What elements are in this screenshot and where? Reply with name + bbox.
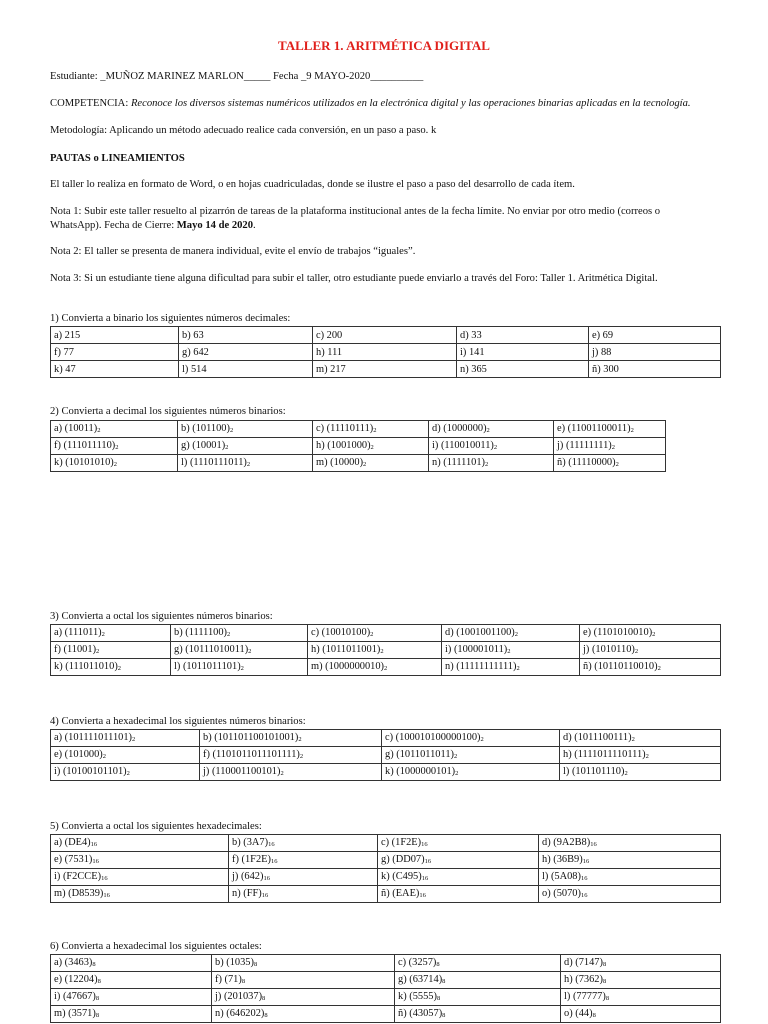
exercise-value: b) (3A7) [232,837,269,849]
base-subscript: 2 [645,753,649,761]
exercise-cell [554,421,666,438]
exercise-value: c) (1F2E) [381,837,422,849]
exercise-cell [51,1006,212,1023]
exercise-value: d) (7147) [564,957,603,969]
section-5-table [50,834,721,903]
exercise-value: k) (C495) [381,871,422,883]
exercise-cell [313,344,457,361]
exercise-cell [589,327,721,344]
table-row [51,659,721,676]
base-subscript: 2 [370,631,374,639]
exercise-cell [212,972,395,989]
exercise-value: e) (101000) [54,749,103,761]
table-row [51,972,721,989]
base-subscript: 2 [299,753,304,761]
base-subscript: 2 [97,427,101,435]
exercise-cell [229,835,378,852]
exercise-value: f) 77 [54,346,74,358]
exercise-cell [539,852,721,869]
exercise-value: c) (11110111) [316,423,374,435]
exercise-cell [429,421,554,438]
table-row [51,835,721,852]
exercise-value: d) (1000000) [432,423,487,435]
base-subscript: 8 [264,1012,268,1020]
exercise-value: f) (1101011011101111) [203,749,300,761]
base-subscript: 2 [486,427,490,435]
base-subscript: 2 [246,461,251,469]
exercise-value: n) (FF) [232,888,262,900]
base-subscript: 2 [132,736,136,744]
exercise-cell [51,421,178,438]
exercise-value: g) (10001) [181,440,226,452]
exercise-value: d) (1011100111) [563,732,632,744]
exercise-cell [395,972,561,989]
exercise-value: h) (36B9) [542,854,583,866]
base-subscript: 2 [113,461,117,469]
table-row [51,764,721,781]
exercise-value: f) (1F2E) [232,854,271,866]
exercise-cell [313,421,429,438]
exercise-value: g) (63714) [398,974,443,986]
exercise-cell [51,455,178,472]
exercise-cell [589,361,721,378]
base-subscript: 2 [516,665,520,673]
exercise-value: m) 217 [316,363,346,375]
exercise-value: g) 642 [182,346,209,358]
exercise-cell [313,327,457,344]
base-subscript: 8 [241,978,246,986]
exercise-value: l) (101101110) [563,766,625,778]
exercise-value: k) 47 [54,363,76,375]
exercise-value: c) (3257) [398,957,437,969]
base-subscript: 2 [380,648,384,656]
exercise-cell [51,361,179,378]
nota3-line: Nota 3: Si un estudiante tiene alguna dificultad para subir el taller, otro estudiante puede enviarlo a través del Foro: Taller 1. Aritmética Digital. [50,273,658,284]
exercise-value: a) (101111011101) [54,732,133,744]
base-subscript: 2 [225,444,229,452]
table-row [51,455,666,472]
base-subscript: 16 [103,892,110,900]
exercise-cell [378,835,539,852]
exercise-cell [229,852,378,869]
table-row [51,747,721,764]
table-row [51,625,721,642]
base-subscript: 2 [485,461,489,469]
base-subscript: 2 [96,648,100,656]
exercise-value: f) (11001) [54,644,97,656]
exercise-cell [51,344,179,361]
section-5-title: 5) Convierta a octal los siguientes hexadecimales: [50,821,262,832]
base-subscript: 2 [493,444,498,452]
exercise-value: f) (111011110) [54,440,116,452]
exercise-value: j) (110001100101) [203,766,281,778]
exercise-cell [200,764,382,781]
exercise-cell [442,659,580,676]
exercise-value: i) (47667) [54,991,96,1003]
table-row [51,421,666,438]
exercise-value: ñ) (EAE) [381,888,420,900]
section-3-table [50,624,721,676]
base-subscript: 8 [442,1012,446,1020]
exercise-cell [308,659,442,676]
exercise-cell [171,625,308,642]
base-subscript: 2 [634,648,639,656]
base-subscript: 16 [263,875,270,883]
table-row [51,344,721,361]
closing-date: Mayo 14 de 2020 [176,220,254,231]
exercise-cell [200,730,382,747]
exercise-value: a) (3463) [54,957,93,969]
exercise-cell [51,625,171,642]
exercise-value: b) (101100) [181,423,230,435]
exercise-cell [313,361,457,378]
base-subscript: 2 [280,770,284,778]
exercise-cell [178,438,313,455]
exercise-value: j) (201037) [215,991,263,1003]
exercise-cell [51,327,179,344]
exercise-cell [429,438,554,455]
exercise-cell [51,835,229,852]
base-subscript: 16 [270,858,278,866]
exercise-cell [212,955,395,972]
exercise-cell [51,869,229,886]
base-subscript: 2 [384,665,388,673]
exercise-cell [313,438,429,455]
exercise-value: l) (77777) [564,991,606,1003]
metodologia-line: Metodología: Aplicando un método adecuado realice cada conversión, en un paso a paso. k [50,125,437,136]
exercise-cell [395,989,561,1006]
table-row [51,361,721,378]
base-subscript: 2 [101,631,105,639]
exercise-value: k) (10101010) [54,457,114,469]
document-title: TALLER 1. ARITMÉTICA DIGITAL [278,38,490,53]
competencia-label: COMPETENCIA: [50,98,131,109]
exercise-cell [178,421,313,438]
exercise-cell [554,438,666,455]
base-subscript: 2 [102,753,107,761]
exercise-value: k) (111011010) [54,661,118,673]
base-subscript: 8 [262,995,266,1003]
exercise-value: ñ) (11110000) [557,457,616,469]
table-row [51,989,721,1006]
table-row [51,852,721,869]
exercise-cell [561,972,721,989]
base-subscript: 16 [92,858,99,866]
exercise-value: l) 514 [182,363,207,375]
exercise-cell [539,835,721,852]
exercise-cell [442,625,580,642]
exercise-value: a) (DE4) [54,837,91,849]
exercise-cell [179,327,313,344]
exercise-value: ñ) 300 [592,363,619,375]
base-subscript: 2 [453,753,458,761]
exercise-value: n) 365 [460,363,487,375]
exercise-value: n) (646202) [215,1008,265,1020]
table-row [51,438,666,455]
exercise-cell [51,659,171,676]
exercise-value: g) (DD07) [381,854,425,866]
section-6-title: 6) Convierta a hexadecimal los siguientes octales: [50,941,262,952]
base-subscript: 2 [652,631,656,639]
exercise-cell [378,869,539,886]
exercise-value: a) (10011) [54,423,98,435]
table-row [51,730,721,747]
base-subscript: 2 [126,770,130,778]
exercise-cell [51,730,200,747]
exercise-cell [560,730,721,747]
exercise-value: i) (110010011) [432,440,494,452]
exercise-cell [51,764,200,781]
base-subscript: 2 [631,736,635,744]
exercise-value: ñ) (43057) [398,1008,443,1020]
exercise-cell [442,642,580,659]
base-subscript: 2 [480,736,484,744]
table-row [51,886,721,903]
section-6-table [50,954,721,1023]
table-row [51,1006,721,1023]
base-subscript: 16 [582,858,590,866]
exercise-value: k) (5555) [398,991,437,1003]
exercise-cell [560,747,721,764]
base-subscript: 2 [611,444,615,452]
base-subscript: 16 [261,892,269,900]
exercise-value: d) (1001001100) [445,627,515,639]
base-subscript: 8 [592,1012,596,1020]
base-subscript: 8 [95,1012,100,1020]
exercise-cell [51,852,229,869]
base-subscript: 16 [590,841,597,849]
exercise-value: o) (44) [564,1008,593,1020]
exercise-cell [51,886,229,903]
section-2-table [50,420,666,472]
exercise-value: d) 33 [460,329,482,341]
exercise-cell [51,989,212,1006]
section-2-title: 2) Convierta a decimal los siguientes números binarios: [50,406,286,417]
exercise-value: j) (11111111) [557,440,612,452]
exercise-cell [212,1006,395,1023]
base-subscript: 16 [424,858,432,866]
exercise-cell [457,327,589,344]
exercise-value: e) (7531) [54,854,93,866]
exercise-value: m) (10000) [316,457,364,469]
exercise-value: e) 69 [592,329,614,341]
table-row [51,327,721,344]
base-subscript: 2 [248,648,252,656]
exercise-value: e) (12204) [54,974,98,986]
section-4-title: 4) Convierta a hexadecimal los siguientes números binarios: [50,716,306,727]
exercise-cell [179,344,313,361]
exercise-cell [382,764,560,781]
exercise-value: j) (1010110) [583,644,635,656]
nota2-line: Nota 2: El taller se presenta de manera individual, evite el envío de trabajos “iguales”. [50,246,416,257]
exercise-value: e) (1101010010) [583,627,653,639]
exercise-cell [580,659,721,676]
base-subscript: 16 [101,875,108,883]
exercise-cell [580,625,721,642]
pautas-heading: PAUTAS o LINEAMIENTOS [50,153,185,164]
exercise-cell [378,852,539,869]
exercise-cell [200,747,382,764]
base-subscript: 2 [229,427,234,435]
base-subscript: 16 [90,841,98,849]
base-subscript: 8 [602,978,607,986]
exercise-value: c) (100010100000100) [385,732,481,744]
exercise-cell [308,642,442,659]
section-1-table [50,326,721,378]
exercise-value: l) (1011011101) [174,661,241,673]
base-subscript: 8 [92,961,96,969]
exercise-cell [178,455,313,472]
exercise-cell [539,869,721,886]
base-subscript: 2 [227,631,231,639]
exercise-value: c) 200 [316,329,343,341]
exercise-value: b) 63 [182,329,204,341]
base-subscript: 2 [630,427,634,435]
exercise-value: m) (1000000010) [311,661,385,673]
base-subscript: 2 [507,648,511,656]
exercise-value: e) (11001100011) [557,423,631,435]
base-subscript: 16 [419,892,426,900]
exercise-value: c) (10010100) [311,627,371,639]
exercise-value: b) (1111100) [174,627,227,639]
exercise-value: b) (101101100101001) [203,732,299,744]
exercise-cell [51,747,200,764]
exercise-cell [382,730,560,747]
base-subscript: 8 [436,961,440,969]
exercise-value: i) 141 [460,346,485,358]
exercise-value: h) (1011011001) [311,644,381,656]
base-subscript: 2 [514,631,518,639]
exercise-value: g) (1011011011) [385,749,454,761]
exercise-value: i) (10100101101) [54,766,127,778]
exercise-cell [51,438,178,455]
exercise-value: b) (1035) [215,957,254,969]
base-subscript: 2 [624,770,628,778]
base-subscript: 2 [363,461,367,469]
exercise-cell [457,344,589,361]
exercise-value: i) (F2CCE) [54,871,102,883]
exercise-value: j) 88 [592,346,612,358]
nota1-line1: Nota 1: Subir este taller resuelto al pizarrón de tareas de la plataforma institucional antes de la fecha límite. No enviar por otro medio (correos o [50,206,661,217]
base-subscript: 2 [115,444,119,452]
exercise-cell [560,764,721,781]
exercise-cell [229,886,378,903]
base-subscript: 8 [95,995,100,1003]
exercise-value: d) (9A2B8) [542,837,591,849]
exercise-value: n) (11111111111) [445,661,517,673]
pautas-text: El taller lo realiza en formato de Word, o en hojas cuadriculadas, donde se ilustre el paso a paso del desarrollo de cada ítem. [50,179,575,190]
exercise-value: h) (7362) [564,974,603,986]
base-subscript: 8 [605,995,610,1003]
exercise-value: h) 111 [316,346,343,358]
exercise-cell [382,747,560,764]
exercise-cell [212,989,395,1006]
exercise-value: k) (1000000101) [385,766,456,778]
exercise-cell [395,1006,561,1023]
exercise-cell [589,344,721,361]
exercise-cell [429,455,554,472]
nota1-period: . [253,220,256,231]
exercise-cell [51,972,212,989]
base-subscript: 16 [421,841,428,849]
base-subscript: 2 [615,461,619,469]
exercise-cell [561,1006,721,1023]
base-subscript: 16 [580,892,588,900]
exercise-value: m) (3571) [54,1008,96,1020]
exercise-cell [554,455,666,472]
exercise-cell [561,989,721,1006]
nota1-line2 [50,219,256,232]
exercise-cell [580,642,721,659]
exercise-value: ñ) (10110110010) [583,661,658,673]
exercise-cell [171,642,308,659]
base-subscript: 2 [373,427,377,435]
exercise-cell [539,886,721,903]
exercise-cell [378,886,539,903]
exercise-value: j) (642) [232,871,264,883]
table-row [51,869,721,886]
exercise-cell [171,659,308,676]
exercise-cell [179,361,313,378]
section-4-table [50,729,721,781]
exercise-cell [313,455,429,472]
exercise-value: a) 215 [54,329,81,341]
base-subscript: 2 [455,770,459,778]
competencia-line [50,97,691,110]
base-subscript: 2 [240,665,244,673]
exercise-value: o) (5070) [542,888,581,900]
base-subscript: 8 [97,978,101,986]
exercise-value: f) (71) [215,974,242,986]
exercise-cell [51,642,171,659]
base-subscript: 8 [602,961,607,969]
exercise-value: m) (D8539) [54,888,104,900]
base-subscript: 16 [268,841,275,849]
competencia-text: Reconoce los diversos sistemas numéricos utilizados en la electrónica digital y las operaciones binarias aplicadas en la tecnología. [130,98,691,109]
exercise-cell [395,955,561,972]
base-subscript: 2 [117,665,122,673]
base-subscript: 8 [436,995,441,1003]
exercise-value: h) (1111011110111) [563,749,646,761]
base-subscript: 8 [253,961,258,969]
exercise-cell [229,869,378,886]
exercise-cell [561,955,721,972]
exercise-cell [457,361,589,378]
exercise-value: i) (100001011) [445,644,508,656]
base-subscript: 2 [298,736,302,744]
section-3-title: 3) Convierta a octal los siguientes números binarios: [50,611,273,622]
base-subscript: 8 [442,978,446,986]
table-row [51,642,721,659]
nota1-text: WhatsApp). Fecha de Cierre: [50,220,177,231]
exercise-value: l) (5A08) [542,871,581,883]
base-subscript: 16 [421,875,429,883]
exercise-cell [51,955,212,972]
exercise-value: h) (1001000) [316,440,371,452]
base-subscript: 16 [580,875,588,883]
student-line: Estudiante: _MUÑOZ MARINEZ MARLON_____ Fecha _9 MAYO-2020__________ [50,71,424,82]
base-subscript: 2 [370,444,374,452]
section-1-title: 1) Convierta a binario los siguientes números decimales: [50,313,291,324]
exercise-value: n) (1111101) [432,457,485,469]
exercise-cell [308,625,442,642]
exercise-value: l) (1110111011) [181,457,247,469]
table-row [51,955,721,972]
exercise-value: a) (111011) [54,627,102,639]
exercise-value: g) (10111010011) [174,644,249,656]
base-subscript: 2 [657,665,661,673]
